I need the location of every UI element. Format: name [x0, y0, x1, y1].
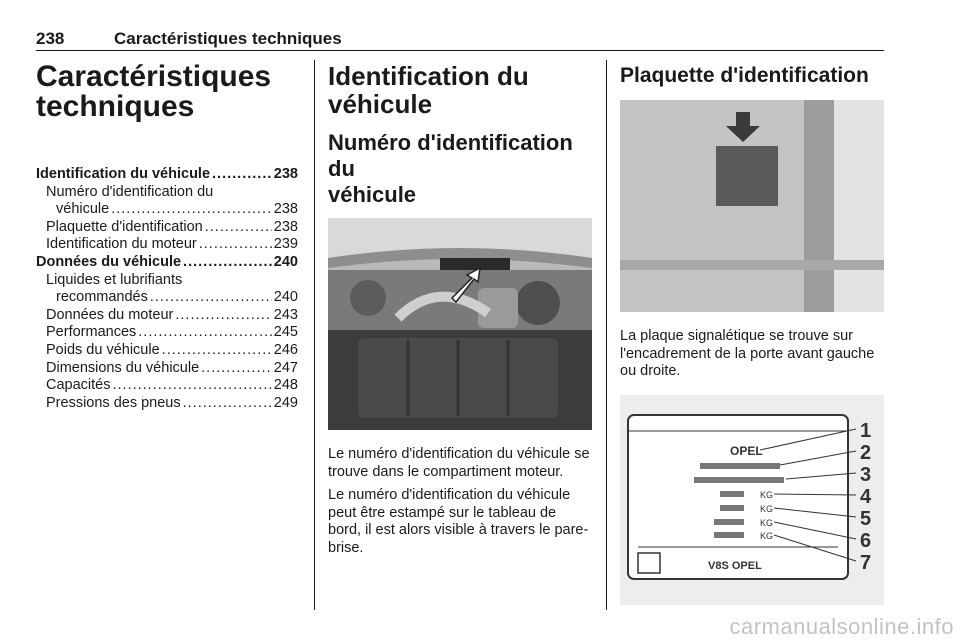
middle-column	[328, 62, 592, 564]
toc-page: 248	[273, 377, 298, 394]
vin-location-text: Le numéro d'identification du véhicule se trouve dans le compartiment moteur.	[328, 446, 590, 480]
toc-page: 240	[273, 253, 298, 270]
door-frame-image	[620, 100, 884, 312]
toc-entry[interactable]	[36, 395, 298, 413]
engine-compartment-image	[328, 218, 592, 430]
subsection-title-line1: Numéro d'identification du	[328, 130, 573, 181]
toc-entry[interactable]	[36, 289, 298, 307]
toc-label-cont: recommandés	[56, 289, 148, 306]
id-plate-location-text: La plaque signalétique se trouve sur l'encadrement de la porte avant gauche ou droite.	[620, 328, 875, 380]
toc-page: 249	[273, 394, 298, 411]
toc-entry[interactable]	[36, 307, 298, 325]
toc-entry[interactable]	[36, 201, 298, 219]
plate-brand: OPEL	[730, 443, 763, 458]
toc-entry[interactable]	[36, 324, 298, 342]
toc-label: Données du moteur	[46, 306, 174, 323]
toc-label: Dimensions du véhicule	[46, 359, 200, 376]
plate-kg-4: KG	[760, 530, 774, 541]
right-column	[620, 62, 886, 605]
toc-entry[interactable]	[36, 342, 298, 360]
subsection-title-line2: véhicule	[328, 182, 417, 207]
chapter-title-line2: techniques	[36, 90, 195, 123]
toc-entry-line[interactable]	[36, 184, 298, 202]
column-divider-2	[606, 60, 607, 610]
plate-kg-3: KG	[760, 517, 774, 528]
plate-footer-text: V8S OPEL	[708, 559, 762, 572]
toc-label: Identification du moteur	[46, 236, 197, 253]
toc-entry-line[interactable]	[36, 272, 298, 290]
toc-entry[interactable]	[36, 166, 298, 184]
callout-5: 5	[860, 507, 872, 530]
chapter-title-line1: Caractéristiques	[36, 60, 272, 93]
callout-6: 6	[860, 529, 872, 552]
page-header	[36, 26, 884, 51]
toc-page: 239	[273, 236, 298, 253]
toc-label: Pressions des pneus	[46, 394, 181, 411]
callout-3: 3	[860, 463, 872, 486]
toc-label: Plaquette d'identification	[46, 218, 203, 235]
toc-page: 247	[273, 359, 298, 376]
toc-label: Liquides et lubrifiants	[46, 271, 183, 288]
toc-page: 245	[273, 324, 298, 341]
callout-4: 4	[860, 485, 872, 508]
toc-entry[interactable]	[36, 377, 298, 395]
toc-entry[interactable]	[36, 219, 298, 237]
toc-page: 238	[273, 166, 298, 182]
id-plate-title: Plaquette d'identification	[620, 64, 869, 87]
left-column	[36, 62, 298, 412]
toc-label: Données du véhicule	[36, 253, 182, 270]
toc-entry[interactable]	[36, 236, 298, 254]
section-title-line2: véhicule	[328, 89, 433, 119]
id-plate-illustration	[620, 395, 884, 605]
watermark: carmanualsonline.info	[729, 614, 954, 639]
section-title-line1: Identification du	[328, 61, 529, 91]
toc-entry[interactable]	[36, 360, 298, 378]
callout-7: 7	[860, 551, 872, 574]
column-divider-1	[314, 60, 315, 610]
toc-page: 246	[273, 341, 298, 358]
toc-label: Capacités	[46, 377, 111, 394]
engine-photo-illustration	[328, 218, 592, 430]
subsection-title	[328, 130, 592, 208]
toc-entry[interactable]	[36, 254, 298, 272]
toc-page: 238	[273, 201, 298, 218]
toc-label-cont: véhicule	[56, 201, 110, 218]
plate-kg-1: KG	[760, 489, 774, 500]
table-of-contents	[36, 166, 298, 412]
toc-page: 243	[273, 306, 298, 323]
toc-page: 240	[273, 289, 298, 306]
toc-label: Poids du véhicule	[46, 341, 160, 358]
callout-1: 1	[860, 419, 872, 442]
toc-label: Performances	[46, 324, 137, 341]
callout-2: 2	[860, 441, 872, 464]
id-plate-diagram	[620, 395, 884, 605]
plate-kg-2: KG	[760, 503, 774, 514]
section-title	[328, 62, 592, 118]
page-number: 238	[36, 29, 65, 48]
toc-label: Numéro d'identification du	[46, 183, 214, 200]
door-frame-illustration	[620, 100, 884, 312]
chapter-title	[36, 62, 298, 122]
running-title: Caractéristiques techniques	[114, 29, 342, 48]
vin-dashboard-text: Le numéro d'identification du véhicule peut être estampé sur le tableau de bord, il est alors visible à travers le pare-brise.	[328, 487, 589, 556]
id-plate-sticker	[716, 146, 778, 206]
toc-page: 238	[273, 218, 298, 235]
toc-label: Identification du véhicule	[36, 166, 211, 182]
